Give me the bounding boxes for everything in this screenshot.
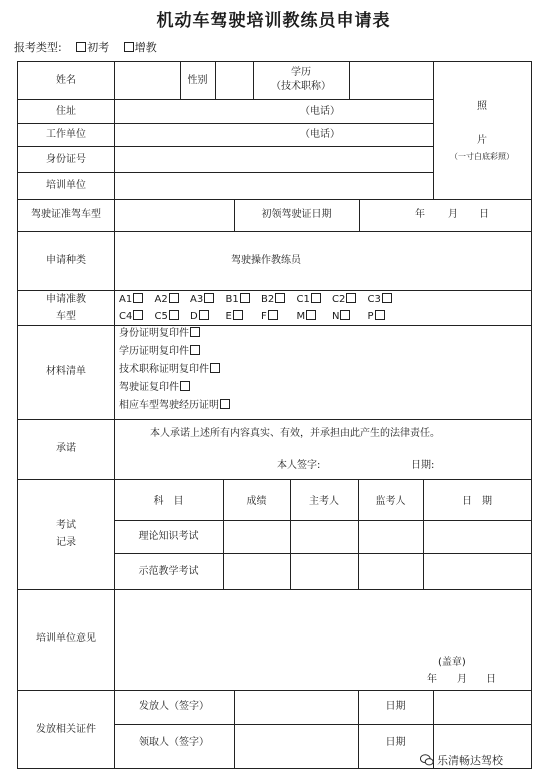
- vehicle-code-n[interactable]: [332, 310, 351, 323]
- pledge-text: 本人承诺上述所有内容真实、有效，并承担由此产生的法律责任。: [150, 428, 440, 439]
- exam-subject-teaching: 示范教学考试: [138, 566, 199, 577]
- exam-record-label-2: 记录: [56, 537, 76, 548]
- material-item[interactable]: [119, 399, 231, 412]
- id-number-label: 身份证号: [46, 154, 86, 165]
- exam-subject-theory: 理论知识考试: [138, 531, 199, 542]
- vehicle-code-c3[interactable]: [368, 293, 393, 306]
- exam-record-label-1: 考试: [56, 520, 76, 531]
- vehicle-code-label: C4: [119, 311, 133, 322]
- vehicle-code-e[interactable]: [226, 310, 244, 323]
- checkbox-icon[interactable]: [190, 345, 200, 355]
- month-label: 月: [448, 209, 458, 220]
- material-item-label: 身份证明复印件: [119, 328, 189, 339]
- exam-type-initial[interactable]: [75, 41, 109, 54]
- year-label: 年: [415, 209, 425, 220]
- checkbox-icon[interactable]: [190, 327, 200, 337]
- vehicle-code-label: C3: [367, 294, 381, 305]
- vehicle-code-a1[interactable]: [119, 293, 144, 306]
- application-form-table: [17, 61, 532, 769]
- opinion-day: 日: [486, 674, 496, 685]
- checkbox-icon[interactable]: [169, 293, 179, 303]
- opinion-month: 月: [457, 674, 467, 685]
- vehicle-code-p[interactable]: [368, 310, 386, 323]
- exam-type-add-label: 增教: [134, 41, 157, 54]
- exam-type-line: [14, 39, 157, 55]
- material-item[interactable]: [119, 381, 191, 394]
- pledge-label: 承诺: [56, 443, 76, 454]
- apply-type-label: 申请种类: [46, 255, 86, 266]
- material-item[interactable]: [119, 327, 201, 340]
- vehicle-code-c1[interactable]: [297, 293, 322, 306]
- checkbox-icon[interactable]: [306, 310, 316, 320]
- checkbox-icon[interactable]: [133, 310, 143, 320]
- checkbox-icon[interactable]: [311, 293, 321, 303]
- checkbox-icon[interactable]: [133, 293, 143, 303]
- name-label: 姓名: [56, 75, 76, 86]
- materials-label: 材料清单: [46, 366, 86, 377]
- exam-header-subject: 科 目: [153, 496, 184, 507]
- apply-type-value: 驾驶操作教练员: [231, 255, 301, 266]
- vehicle-code-f[interactable]: [261, 310, 279, 323]
- exam-header-examiner: 主考人: [309, 496, 339, 507]
- pledge-date-label: 日期:: [411, 460, 435, 471]
- exam-header-date: 日 期: [462, 496, 492, 507]
- exam-header-score: 成绩: [246, 496, 267, 507]
- vehicle-code-b1[interactable]: [226, 293, 251, 306]
- issuer-label: 发放人（签字）: [139, 701, 209, 712]
- watermark: [420, 752, 503, 768]
- vehicle-type-label-1: 申请准教: [46, 294, 86, 305]
- vehicle-code-c2[interactable]: [332, 293, 357, 306]
- vehicle-code-label: E: [225, 311, 232, 322]
- opinion-year: 年: [427, 674, 437, 685]
- vehicle-code-label: F: [261, 311, 267, 322]
- vehicle-type-label-2: 车型: [56, 311, 76, 322]
- checkbox-icon[interactable]: [76, 42, 86, 52]
- photo-label-1: 照: [477, 101, 487, 112]
- workplace-phone-label: （电话）: [300, 129, 340, 140]
- vehicle-code-c5[interactable]: [155, 310, 180, 323]
- vehicle-code-label: C5: [154, 311, 168, 322]
- exam-type-label: 报考类型:: [14, 41, 62, 54]
- vehicle-code-label: C1: [296, 294, 310, 305]
- checkbox-icon[interactable]: [204, 293, 214, 303]
- vehicle-code-a3[interactable]: [190, 293, 215, 306]
- checkbox-icon[interactable]: [180, 381, 190, 391]
- vehicle-code-label: M: [296, 311, 306, 322]
- checkbox-icon[interactable]: [199, 310, 209, 320]
- checkbox-icon[interactable]: [340, 310, 350, 320]
- vehicle-code-label: P: [367, 311, 374, 322]
- vehicle-code-label: B1: [225, 294, 239, 305]
- tech-title-label: （技术职称）: [271, 81, 331, 92]
- photo-label-2: 片: [477, 135, 487, 146]
- vehicle-code-label: N: [332, 311, 340, 322]
- checkbox-icon[interactable]: [346, 293, 356, 303]
- vehicle-code-m[interactable]: [297, 310, 318, 323]
- checkbox-icon[interactable]: [210, 363, 220, 373]
- checkbox-icon[interactable]: [382, 293, 392, 303]
- wechat-icon: [420, 753, 434, 767]
- material-item[interactable]: [119, 363, 221, 376]
- watermark-text: 乐清畅达驾校: [437, 754, 503, 767]
- vehicle-code-label: A3: [190, 294, 204, 305]
- checkbox-icon[interactable]: [275, 293, 285, 303]
- signature-label: 本人签字:: [277, 460, 321, 471]
- checkbox-icon[interactable]: [169, 310, 179, 320]
- checkbox-icon[interactable]: [240, 293, 250, 303]
- receiver-label: 领取人（签字）: [139, 737, 209, 748]
- issue-label: 发放相关证件: [36, 724, 96, 735]
- first-license-date-label: 初领驾驶证日期: [261, 209, 332, 220]
- vehicle-code-b2[interactable]: [261, 293, 286, 306]
- material-item[interactable]: [119, 345, 201, 358]
- photo-note: （一寸白底彩照）: [450, 152, 514, 161]
- material-item-label: 相应车型驾驶经历证明: [119, 400, 219, 411]
- seal-label: (盖章): [438, 657, 466, 668]
- form-title: 机动车驾驶培训教练员申请表: [156, 11, 391, 31]
- vehicle-code-label: A2: [154, 294, 168, 305]
- workplace-label: 工作单位: [46, 129, 86, 140]
- education-label: 学历: [291, 67, 311, 78]
- exam-type-initial-label: 初考: [87, 41, 110, 54]
- material-item-label: 技术职称证明复印件: [119, 364, 209, 375]
- receive-date-label: 日期: [385, 737, 406, 748]
- material-item-label: 学历证明复印件: [119, 346, 189, 357]
- vehicle-code-d[interactable]: [190, 310, 210, 323]
- vehicle-code-label: D: [190, 311, 198, 322]
- vehicle-code-label: C2: [332, 294, 346, 305]
- material-item-label: 驾驶证复印件: [119, 382, 179, 393]
- training-opinion-label: 培训单位意见: [36, 633, 96, 644]
- vehicle-code-c4[interactable]: [119, 310, 144, 323]
- vehicle-code-label: B2: [261, 294, 275, 305]
- license-class-label: 驾驶证准驾车型: [31, 209, 101, 220]
- checkbox-icon[interactable]: [220, 399, 230, 409]
- checkbox-icon[interactable]: [375, 310, 385, 320]
- address-phone-label: （电话）: [300, 106, 340, 117]
- vehicle-code-a2[interactable]: [155, 293, 180, 306]
- training-unit-label: 培训单位: [46, 180, 86, 191]
- issue-date-label: 日期: [385, 701, 406, 712]
- vehicle-code-label: A1: [119, 294, 133, 305]
- day-label: 日: [479, 209, 489, 220]
- address-label: 住址: [56, 106, 76, 117]
- checkbox-icon[interactable]: [233, 310, 243, 320]
- checkbox-icon[interactable]: [124, 42, 134, 52]
- exam-header-proctor: 监考人: [375, 496, 406, 507]
- gender-label: 性别: [187, 75, 208, 86]
- exam-type-add[interactable]: [123, 41, 157, 54]
- checkbox-icon[interactable]: [268, 310, 278, 320]
